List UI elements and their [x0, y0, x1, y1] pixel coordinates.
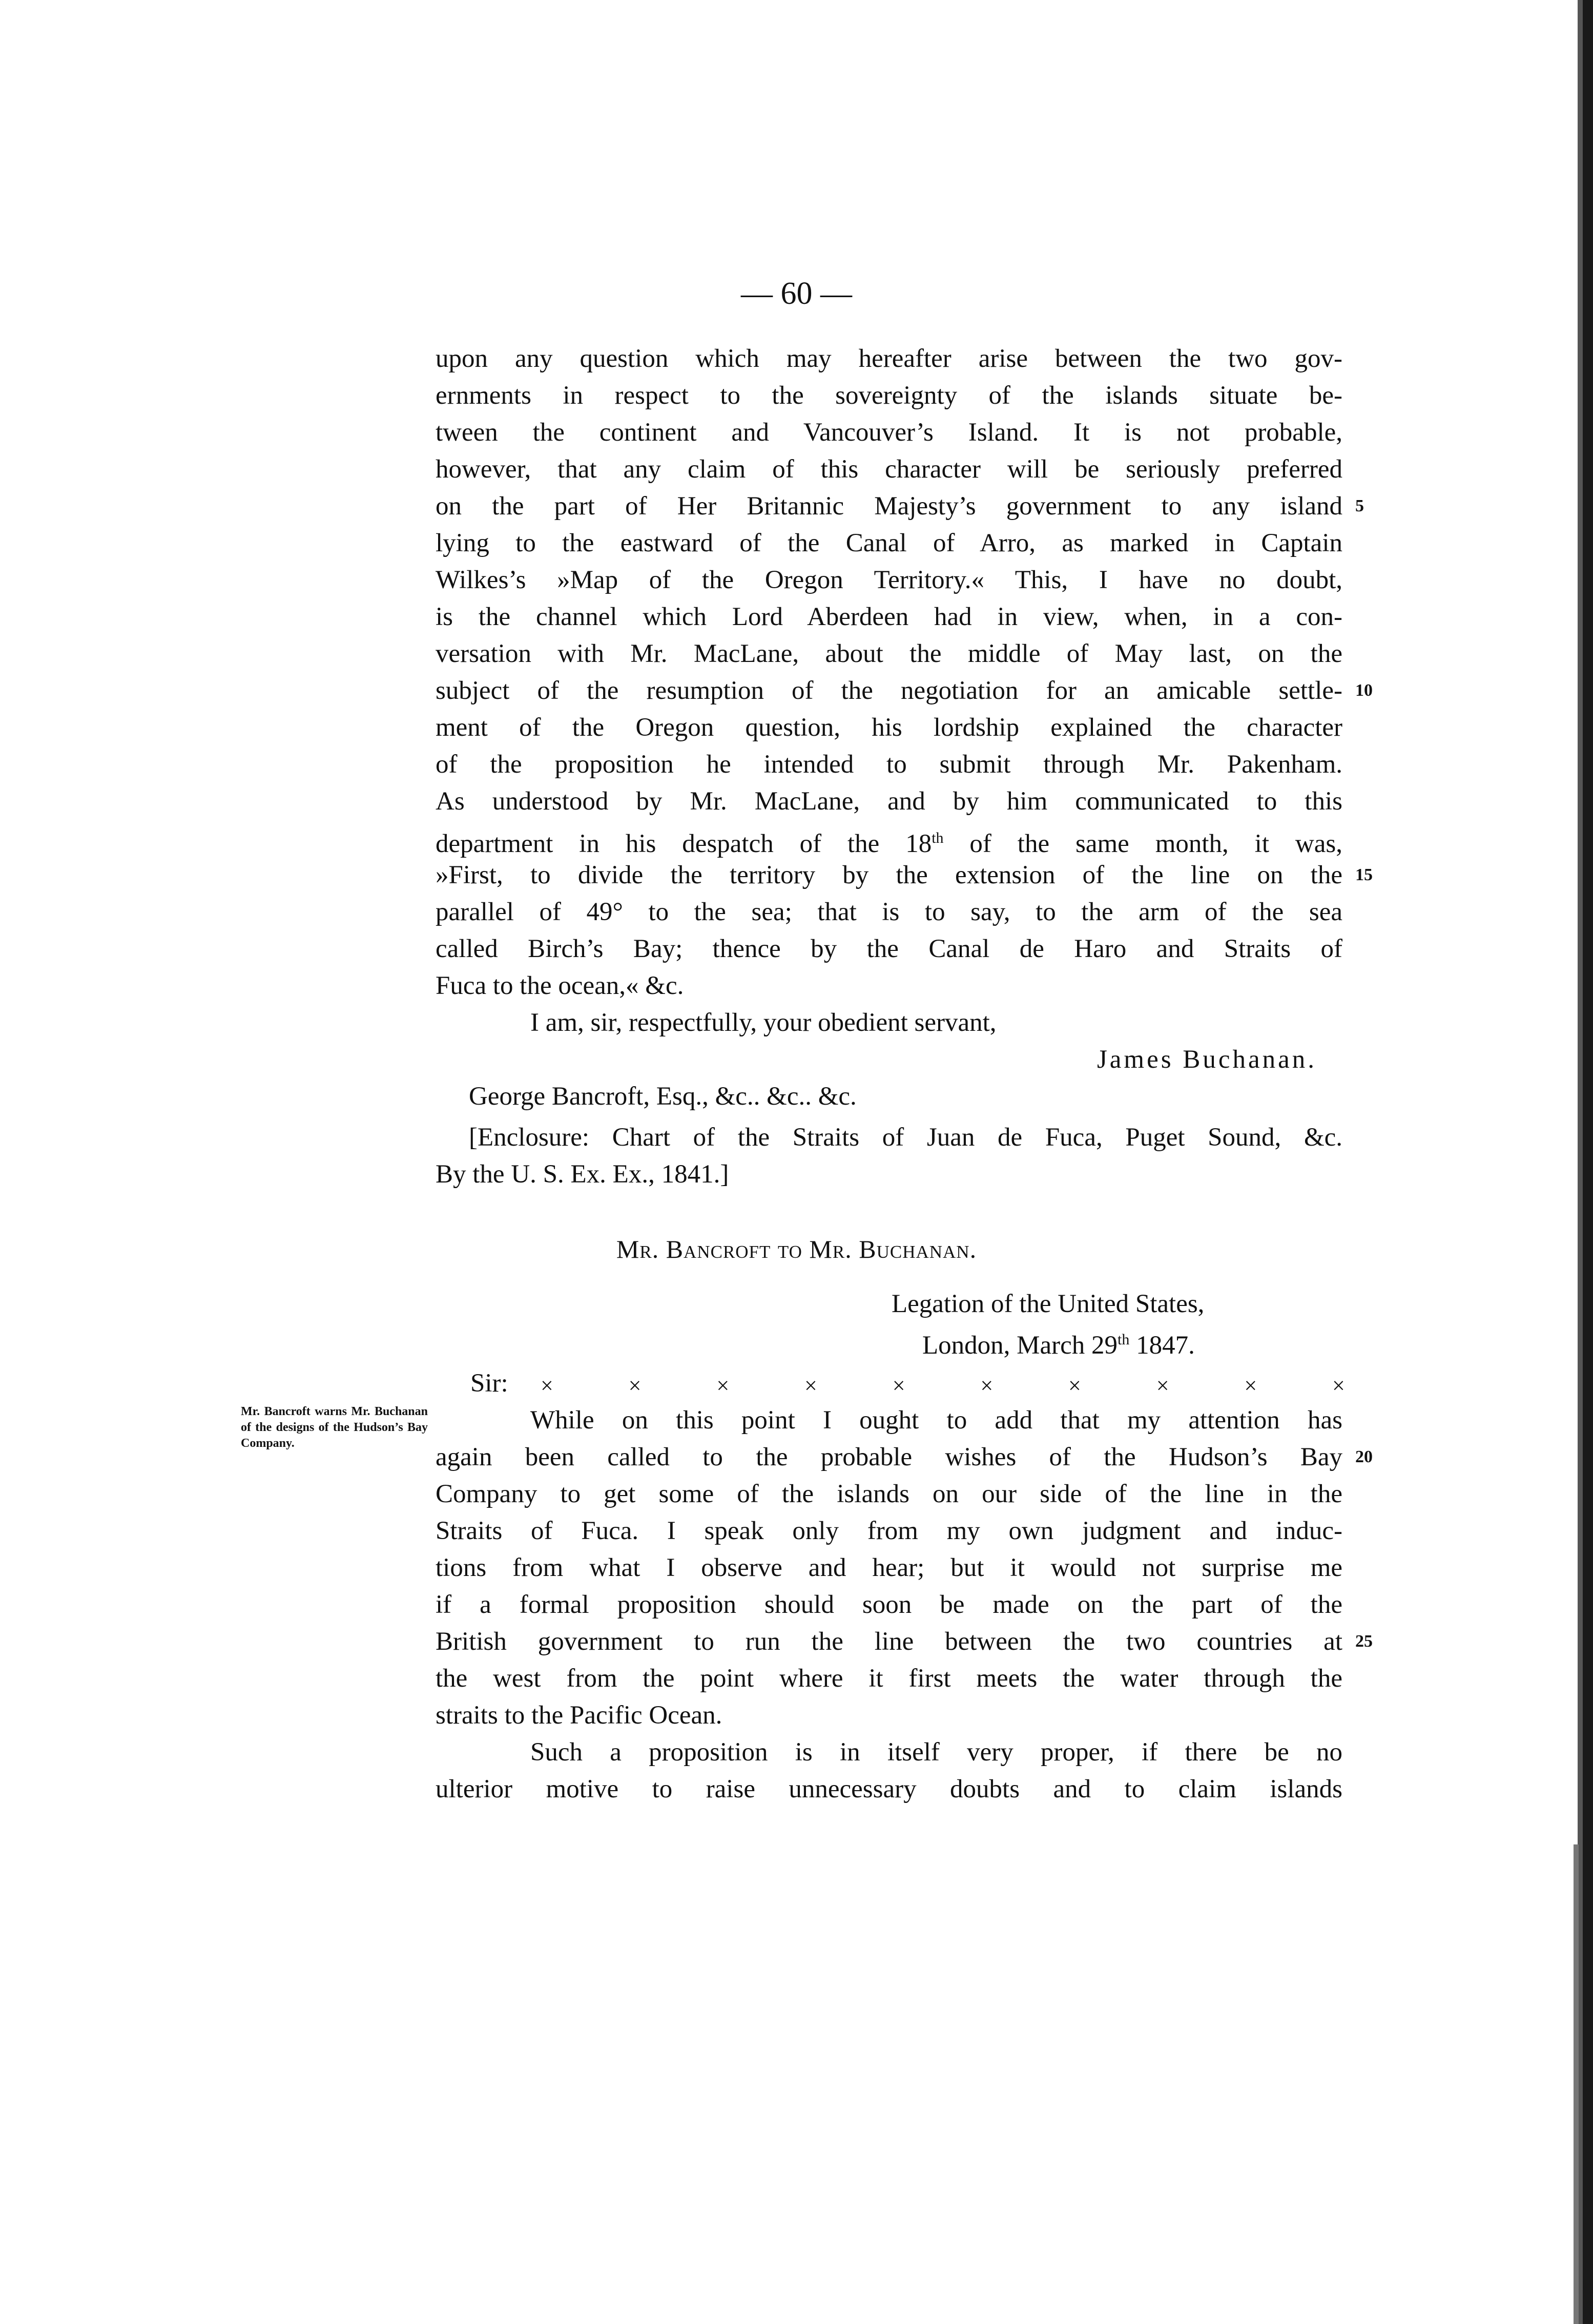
text-line: if a formal proposition should soon be made on the part of the — [436, 1590, 1342, 1619]
text-line: upon any question which may hereafter arise between the two gov- — [436, 344, 1342, 373]
text-line: ment of the Oregon question, his lordship explained the character — [436, 713, 1342, 742]
omission-cross: × — [541, 1373, 553, 1398]
text-line: tween the continent and Vancouver’s Island. It is not probable, — [436, 418, 1342, 447]
omission-crosses — [541, 1365, 1345, 1406]
omission-cross: × — [1068, 1373, 1081, 1398]
addressee: George Bancroft, Esq., &c.. &c.. &c. — [469, 1082, 857, 1111]
signature: James Buchanan. — [1097, 1045, 1317, 1074]
omission-cross: × — [980, 1373, 994, 1398]
omission-cross: × — [1244, 1373, 1257, 1398]
omission-cross: × — [628, 1373, 642, 1398]
page-number: — 60 — — [741, 276, 852, 311]
text-line: called Birch’s Bay; thence by the Canal de Haro and Straits of — [436, 935, 1342, 963]
omission-cross: × — [1332, 1373, 1345, 1398]
page-edge-shadow — [1562, 0, 1593, 2324]
line-number: 5 — [1355, 496, 1364, 515]
text-line: Fuca to the ocean,« &c. — [436, 971, 684, 1000]
text-line: is the channel which Lord Aberdeen had in view, when, in a con- — [436, 603, 1342, 631]
text-line: on the part of Her Britannic Majesty’s government to any island — [436, 492, 1342, 521]
line-number: 10 — [1355, 681, 1373, 700]
omission-cross: × — [716, 1373, 730, 1398]
enclosure-line: [Enclosure: Chart of the Straits of Juan de Fuca, Puget Sound, &c. — [469, 1123, 1342, 1152]
text-line: Wilkes’s »Map of the Oregon Territory.« This, I have no doubt, — [436, 566, 1342, 594]
omission-cross: × — [1156, 1373, 1169, 1398]
dateline-place: Legation of the United States, — [892, 1290, 1205, 1318]
line-number: 15 — [1355, 865, 1373, 884]
text-line: Straits of Fuca. I speak only from my own judgment and induc- — [436, 1517, 1342, 1545]
text-line: Company to get some of the islands on our side of the line in the — [436, 1480, 1342, 1508]
text-line: tions from what I observe and hear; but it would not surprise me — [436, 1553, 1342, 1582]
text-line: ernments in respect to the sovereignty of the islands situate be- — [436, 381, 1342, 410]
marginal-note: Mr. Bancroft warns Mr. Buchanan of the designs of the Hudson’s Bay Company. — [241, 1405, 428, 1450]
text-line: subject of the resumption of the negotiation for an amicable settle- — [436, 676, 1342, 705]
text-line: While on this point I ought to add that my attention has — [530, 1406, 1342, 1435]
text-line: the west from the point where it first meets the water through the — [436, 1664, 1342, 1693]
text-line: As understood by Mr. MacLane, and by him communicated to this — [436, 787, 1342, 816]
letter-heading: Mr. Bancroft to Mr. Buchanan. — [616, 1235, 977, 1263]
salutation: Sir: — [470, 1369, 508, 1398]
text-line: lying to the eastward of the Canal of Arro, as marked in Captain — [436, 529, 1342, 557]
omission-cross: × — [892, 1373, 905, 1398]
text-line: »First, to divide the territory by the extension of the line on the — [436, 861, 1342, 889]
text-line: parallel of 49° to the sea; that is to say, to the arm of the sea — [436, 898, 1342, 926]
dateline-date: London, March 29th 1847. — [922, 1331, 1195, 1360]
text-line: department in his despatch of the 18th of the same month, it was, — [436, 829, 1342, 858]
line-number: 25 — [1355, 1632, 1373, 1651]
text-line: again been called to the probable wishes of the Hudson’s Bay — [436, 1443, 1342, 1471]
line-number: 20 — [1355, 1447, 1373, 1466]
enclosure-line: By the U. S. Ex. Ex., 1841.] — [436, 1160, 729, 1189]
text-line: however, that any claim of this character will be seriously preferred — [436, 455, 1342, 484]
omission-cross: × — [804, 1373, 817, 1398]
text-line: Such a proposition is in itself very proper, if there be no — [530, 1738, 1342, 1767]
text-line: British government to run the line between the two countries at — [436, 1627, 1342, 1656]
text-line: of the proposition he intended to submit through Mr. Pakenham. — [436, 750, 1342, 779]
text-line: versation with Mr. MacLane, about the middle of May last, on the — [436, 639, 1342, 668]
text-line: ulterior motive to raise unnecessary doubts and to claim islands — [436, 1775, 1342, 1803]
text-line: straits to the Pacific Ocean. — [436, 1701, 722, 1730]
closing-line: I am, sir, respectfully, your obedient servant, — [530, 1008, 997, 1037]
